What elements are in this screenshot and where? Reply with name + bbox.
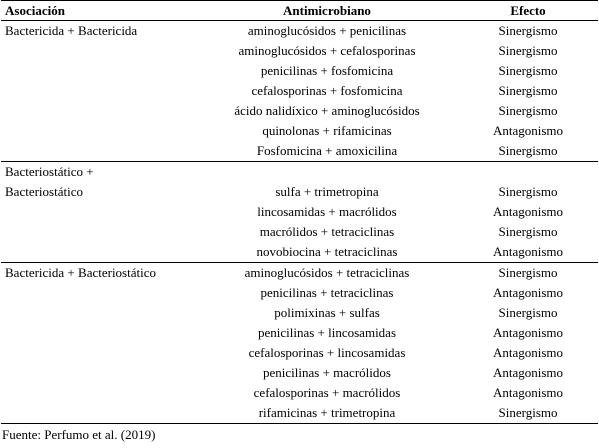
efecto-cell: Antagonismo — [492, 365, 564, 380]
antimicrobiano-cell: penicilinas + lincosamidas — [257, 325, 397, 340]
table-row — [1, 21, 598, 42]
table-row — [1, 283, 598, 303]
antimicrobiano-cell: aminoglucósidos + cefalosporinas — [238, 43, 416, 58]
table-row — [1, 383, 598, 403]
table-row — [1, 222, 598, 242]
efecto-cell: Sinergismo — [458, 403, 598, 424]
efecto-cell: Antagonismo — [492, 345, 564, 360]
group-label-bacteriostatico-line2: Bacteriostático — [5, 184, 83, 199]
table-header-row — [1, 1, 598, 21]
table-row — [1, 162, 598, 183]
efecto-cell: Antagonismo — [492, 325, 564, 340]
antimicrobiano-cell: penicilinas + macrólidos — [263, 365, 391, 380]
efecto-cell: Sinergismo — [498, 83, 558, 98]
antimicrobiano-cell: penicilinas + tetraciclinas — [260, 285, 394, 300]
efecto-cell: Sinergismo — [498, 63, 558, 78]
table-row — [1, 81, 598, 101]
antimicrobiano-cell: cefalosporinas + fosfomicina — [251, 83, 403, 98]
header-antimicrobiano: Antimicrobiano — [196, 1, 458, 21]
antimicrobiano-cell: polimixinas + sulfas — [274, 305, 380, 320]
antimicrobiano-cell: aminoglucósidos + penicilinas — [196, 21, 458, 42]
antimicrobiano-cell: quinolonas + rifamicinas — [262, 123, 392, 138]
efecto-cell: Sinergismo — [458, 263, 598, 284]
efecto-cell: Sinergismo — [458, 21, 598, 42]
antimicrobiano-cell: aminoglucósidos + tetraciclinas — [196, 263, 458, 284]
antimicrobiano-cell: Fosfomicina + amoxicilina — [256, 143, 398, 158]
group-label-bactericida-bactericida: Bactericida + Bactericida — [1, 21, 196, 42]
efecto-cell: Sinergismo — [498, 224, 558, 239]
efecto-cell: Sinergismo — [498, 143, 558, 158]
antimicrobiano-cell: cefalosporinas + macrólidos — [253, 385, 401, 400]
header-efecto: Efecto — [458, 1, 598, 21]
antimicrobiano-cell: lincosamidas + macrólidos — [257, 204, 397, 219]
table-row — [1, 363, 598, 383]
efecto-cell: Sinergismo — [498, 103, 558, 118]
efecto-cell: Antagonismo — [492, 385, 564, 400]
table-row — [1, 141, 598, 162]
group-label-bactericida-bacteriostatico: Bactericida + Bacteriostático — [1, 263, 196, 284]
antimicrobiano-cell: penicilinas + fosfomicina — [260, 63, 394, 78]
group-label-bacteriostatico-line1: Bacteriostático + — [1, 162, 196, 183]
table-row — [1, 61, 598, 81]
antimicrobiano-cell: ácido nalidíxico + aminoglucósidos — [234, 103, 420, 118]
antimicrobiano-cell: novobiocina + tetraciclinas — [256, 244, 398, 259]
header-asociacion: Asociación — [1, 1, 196, 21]
table-row — [1, 343, 598, 363]
table-row — [1, 182, 598, 202]
table-row — [1, 303, 598, 323]
efecto-cell: Antagonismo — [492, 204, 564, 219]
efecto-cell: Antagonismo — [492, 285, 564, 300]
efecto-cell: Sinergismo — [498, 184, 558, 199]
table-row — [1, 101, 598, 121]
table-row — [1, 403, 598, 424]
efecto-cell: Sinergismo — [498, 305, 558, 320]
efecto-cell: Antagonismo — [492, 123, 564, 138]
antimicrobiano-cell: cefalosporinas + lincosamidas — [248, 345, 406, 360]
efecto-cell: Antagonismo — [492, 244, 564, 259]
table-row — [1, 263, 598, 284]
antimicrobiano-cell: sulfa + trimetropina — [275, 184, 379, 199]
table-row — [1, 41, 598, 61]
table-row — [1, 202, 598, 222]
efecto-cell: Sinergismo — [498, 43, 558, 58]
antimicrobiano-cell: rifamicinas + trimetropina — [196, 403, 458, 424]
antimicrobiano-cell: macrólidos + tetraciclinas — [259, 224, 395, 239]
table-row — [1, 121, 598, 141]
table-row — [1, 242, 598, 263]
source-citation: Fuente: Perfumo et al. (2019) — [2, 427, 156, 442]
table-row — [1, 323, 598, 343]
antimicrobial-association-table — [1, 0, 598, 424]
